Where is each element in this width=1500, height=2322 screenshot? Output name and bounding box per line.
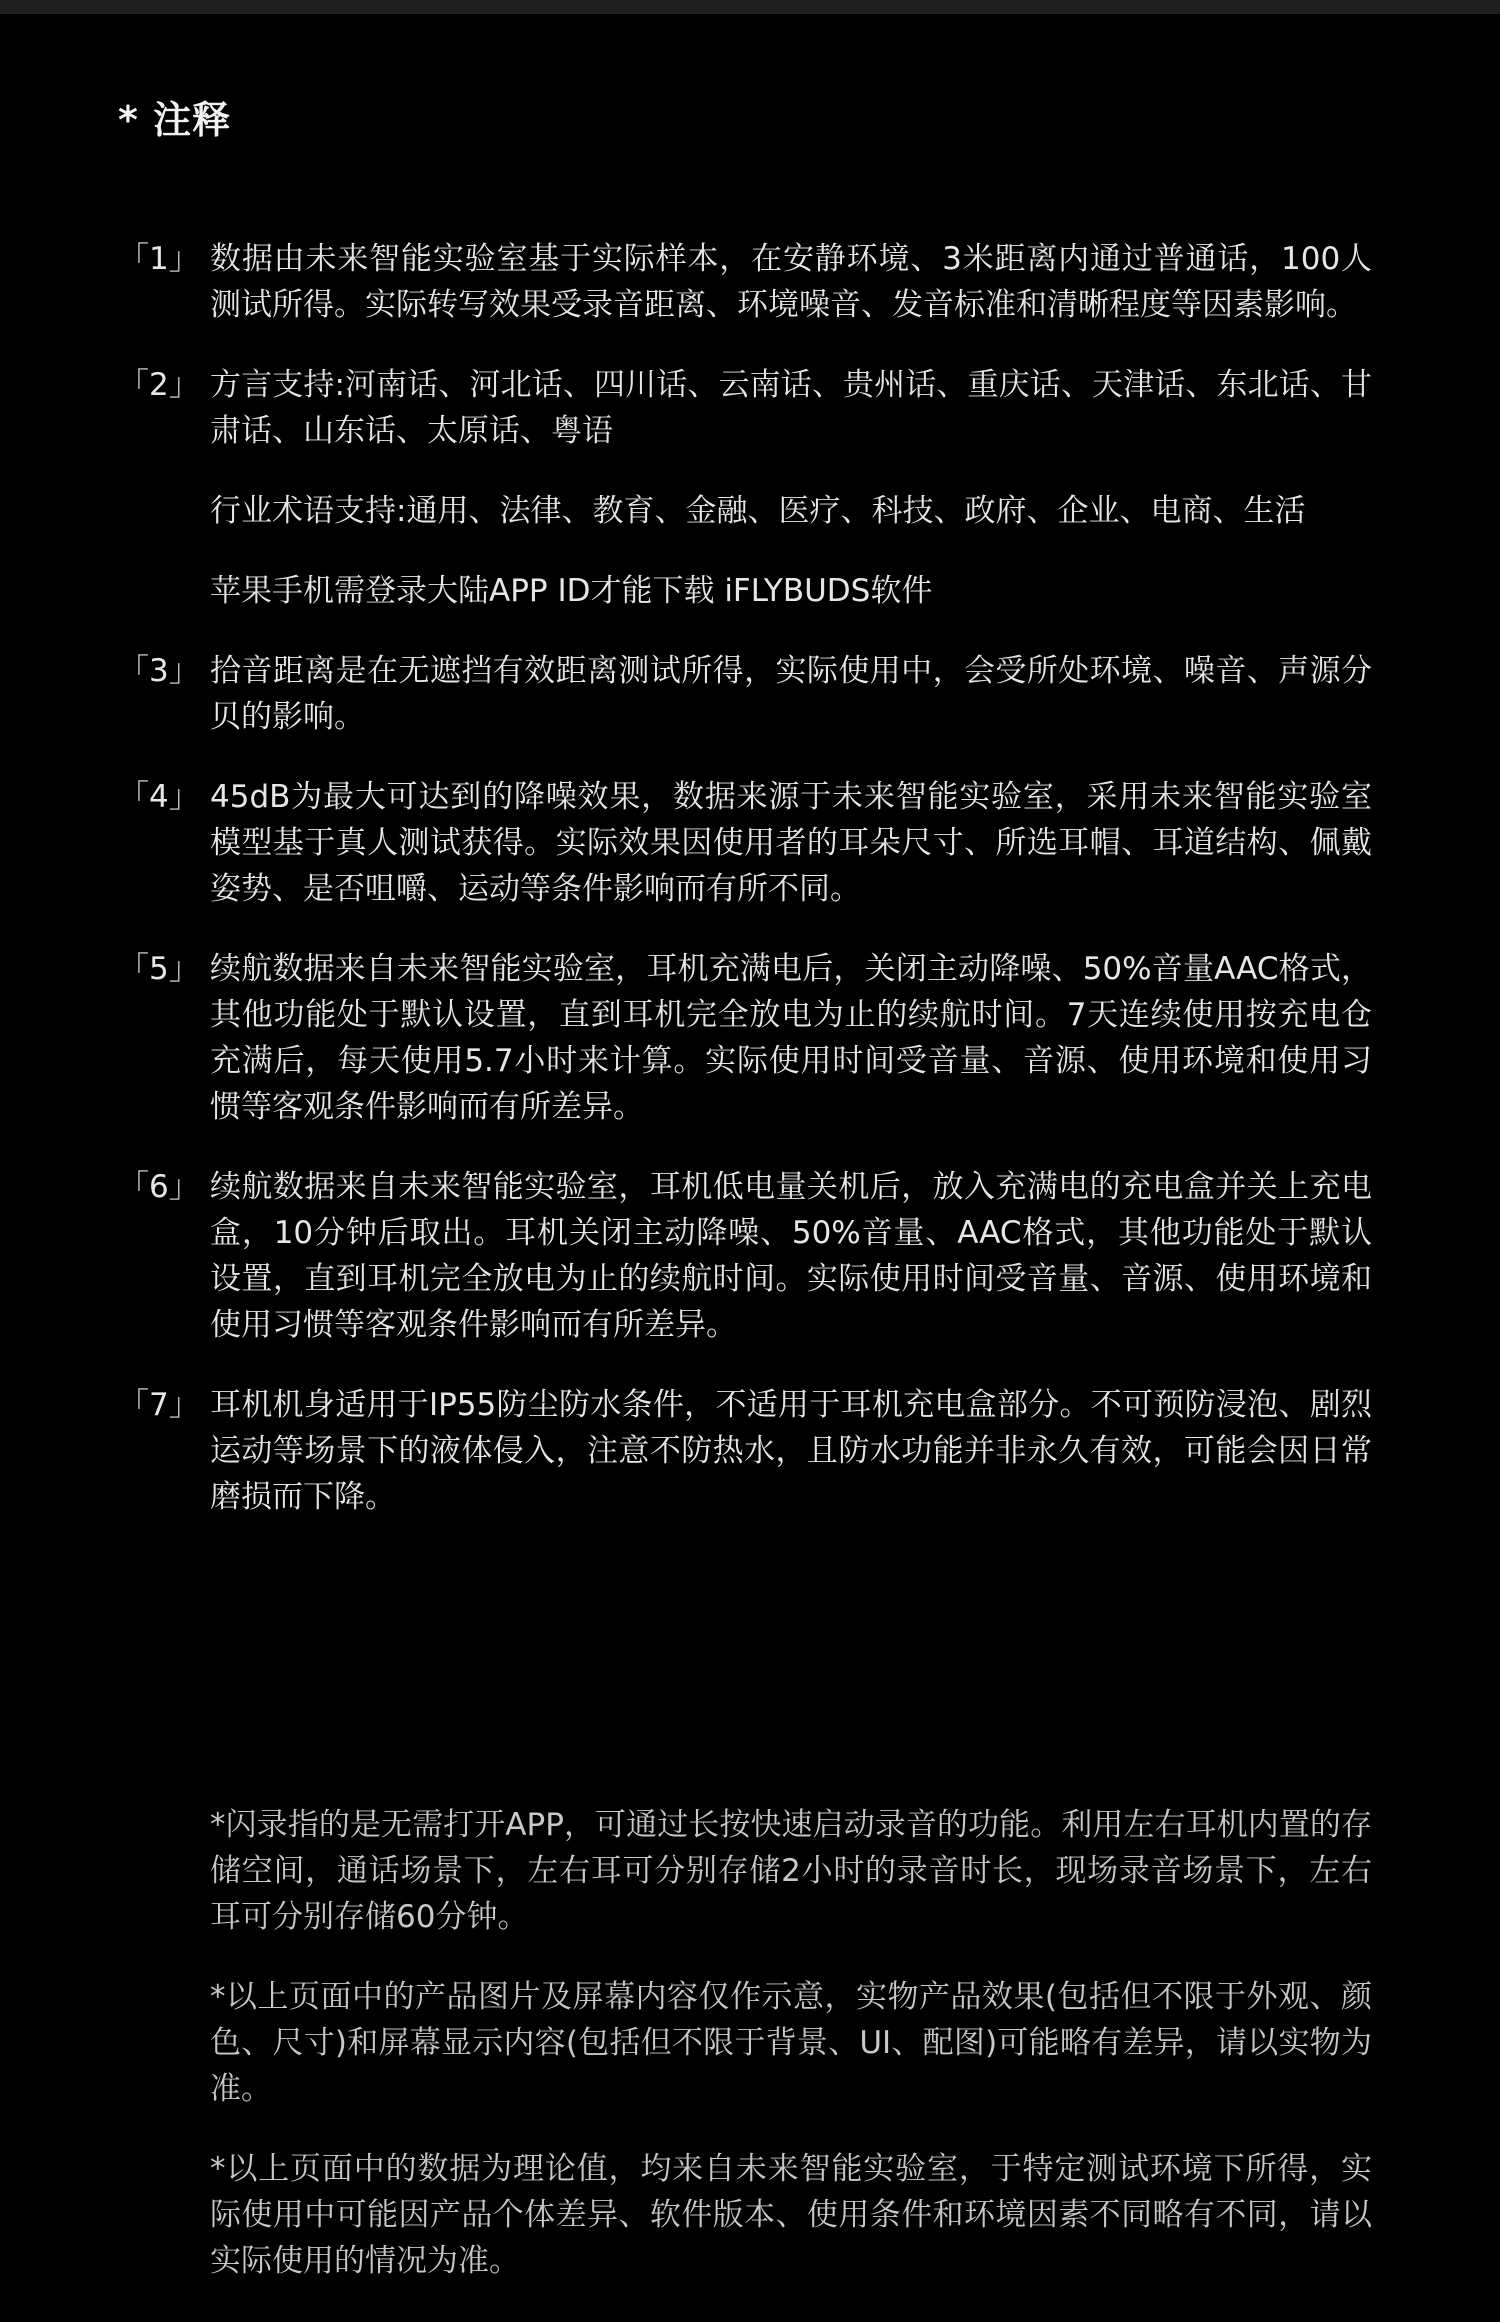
note-paragraph: 拾音距离是在无遮挡有效距离测试所得，实际使用中，会受所处环境、噪音、声源分贝的影响。 — [210, 653, 1372, 735]
note-body — [210, 774, 1372, 912]
note-paragraph: 数据由未来智能实验室基于实际样本，在安静环境、3米距离内通过普通话，100人测试所得。实际转写效果受录音距离、环境噪音、发音标准和清晰程度等因素影响。 — [210, 241, 1372, 323]
note-paragraph: 续航数据来自未来智能实验室，耳机充满电后，关闭主动降噪、50%音量AAC格式，其他功能处于默认设置，直到耳机完全放电为止的续航时间。7天连续使用按充电仓充满后，每天使用5.7小时来计算。实际使用时间受音量、音源、使用环境和使用习惯等客观条件影响而有所差异。 — [210, 951, 1372, 1125]
note-paragraph: 耳机机身适用于IP55防尘防水条件，不适用于耳机充电盒部分。不可预防浸泡、剧烈运动等场景下的液体侵入，注意不防热水，且防水功能并非永久有效，可能会因日常磨损而下降。 — [210, 1387, 1372, 1515]
note-paragraph: 苹果手机需登录大陆APP ID才能下载 iFLYBUDS软件 — [210, 573, 933, 609]
note-7 — [118, 1382, 1372, 1520]
note-paragraph: 方言支持:河南话、河北话、四川话、云南话、贵州话、重庆话、天津话、东北话、甘肃话、山东话、太原话、粤语 — [210, 367, 1372, 449]
top-bar — [0, 0, 1500, 14]
disclaimer-flash-record: *闪录指的是无需打开APP，可通过长按快速启动录音的功能。利用左右耳机内置的存储空间，通话场景下，左右耳可分别存储2小时的录音时长，现场录音场景下，左右耳可分别存储60分钟。 — [210, 1807, 1372, 1935]
note-number: 「6」 — [118, 1169, 200, 1205]
note-number: 「1」 — [118, 241, 200, 277]
note-3 — [118, 648, 1372, 740]
disclaimers — [210, 1802, 1372, 2284]
note-5 — [118, 946, 1372, 1130]
note-number: 「2」 — [118, 367, 200, 403]
note-body — [210, 946, 1372, 1130]
note-number: 「7」 — [118, 1387, 200, 1423]
note-body — [210, 1382, 1372, 1520]
page-title: * 注释 — [118, 98, 232, 142]
note-6 — [118, 1164, 1372, 1348]
note-4 — [118, 774, 1372, 912]
note-2 — [118, 362, 1372, 614]
note-number: 「5」 — [118, 951, 200, 987]
note-paragraph: 45dB为最大可达到的降噪效果，数据来源于未来智能实验室，采用未来智能实验室模型基于真人测试获得。实际效果因使用者的耳朵尺寸、所选耳帽、耳道结构、佩戴姿势、是否咀嚼、运动等条件影响而有所不同。 — [210, 779, 1372, 907]
note-number: 「4」 — [118, 779, 200, 815]
disclaimer-images: *以上页面中的产品图片及屏幕内容仅作示意，实物产品效果(包括但不限于外观、颜色、尺寸)和屏幕显示内容(包括但不限于背景、UI、配图)可能略有差异，请以实物为准。 — [210, 1979, 1372, 2107]
note-body — [210, 362, 1372, 614]
note-body — [210, 648, 1372, 740]
note-body — [210, 236, 1372, 328]
note-1 — [118, 236, 1372, 328]
note-number: 「3」 — [118, 653, 200, 689]
note-body — [210, 1164, 1372, 1348]
note-paragraph: 行业术语支持:通用、法律、教育、金融、医疗、科技、政府、企业、电商、生活 — [210, 493, 1306, 529]
note-paragraph: 续航数据来自未来智能实验室，耳机低电量关机后，放入充满电的充电盒并关上充电盒，10分钟后取出。耳机关闭主动降噪、50%音量、AAC格式，其他功能处于默认设置，直到耳机完全放电为止的续航时间。实际使用时间受音量、音源、使用环境和使用习惯等客观条件影响而有所差异。 — [210, 1169, 1372, 1343]
disclaimer-data: *以上页面中的数据为理论值，均来自未来智能实验室，于特定测试环境下所得，实际使用中可能因产品个体差异、软件版本、使用条件和环境因素不同略有不同，请以实际使用的情况为准。 — [210, 2151, 1372, 2279]
notes-list — [118, 236, 1372, 1520]
